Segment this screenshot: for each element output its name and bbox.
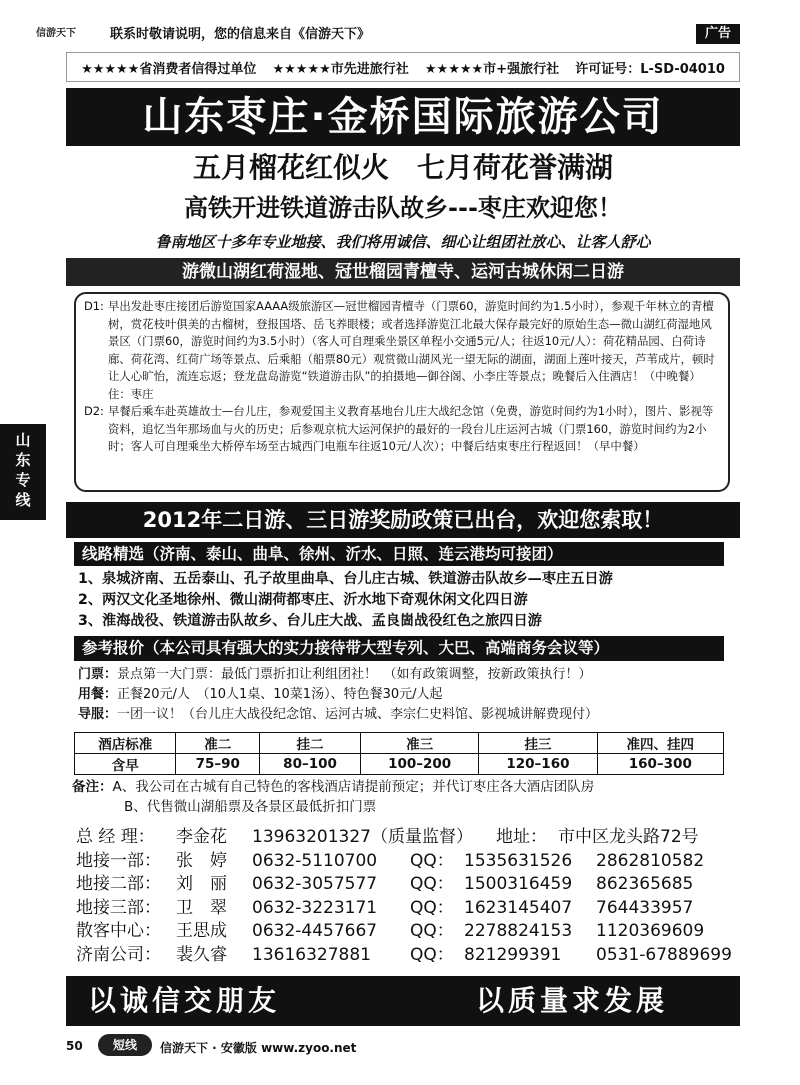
qq-number: 0531-67889699 xyxy=(596,944,732,965)
price-notes xyxy=(78,665,738,725)
remark-item xyxy=(72,797,732,817)
price-note xyxy=(78,685,738,705)
contact-name: 王思成 xyxy=(176,921,227,941)
remark-text: B、代售微山湖船票及各景区最低折扣门票 xyxy=(124,799,377,815)
table-cell: 含早 xyxy=(75,754,176,775)
day-label: D1: xyxy=(84,299,104,313)
qq-number: 862365685 xyxy=(596,874,694,894)
route-title: 游微山湖红荷湿地、冠世榴园青檀寺、运河古城休闲二日游 xyxy=(66,258,740,286)
lines-title: 线路精选（济南、泰山、曲阜、徐州、沂水、日照、连云港均可接团） xyxy=(74,542,724,566)
qq-number: 2862810582 xyxy=(596,850,705,871)
top-header xyxy=(0,0,800,44)
publication-logo: 信游天下 xyxy=(36,28,76,39)
side-tab-char: 专 xyxy=(15,471,31,489)
credential-item: ★★★★★市+强旅行社 xyxy=(424,61,560,77)
price-title: 参考报价（本公司具有强大的实力接待带大型专列、大巴、高端商务会议等） xyxy=(74,636,724,661)
contacts-block xyxy=(72,826,742,967)
remarks-label: 备注： xyxy=(72,779,113,795)
day-text: 早出发赴枣庄接团后游览国家AAAA级旅游区—冠世榴园青檀寺（门票60，游览时间约为1.5小时），参观千年林立的青檀树，赏花枝叶俱美的古榴树，登报国塔、岳飞养眼楼；或者选择游览江北最大保存最完好的原始生态—微山湖红荷湿地风景区（门票60，游览时间约为3.5小时）（客人可自理乘坐景区单程小交通5元/人；往返10元/人）：荷花精品园、白荷诗廊、荷花湾、红荷广场等景点、后乘船（船票80元）观赏微山湖风光一望无际的湖面，湖面上莲叶接天，芦苇成片，顿时让人心旷怡，流连忘返；登龙盘岛游览“铁道游击队”的拍摄地—御谷阁、小李庄等景点；晚餐后入住酒店！（中晚餐）住：枣庄 xyxy=(108,299,715,401)
price-note-text: 景点第一大门票：最低门票折扣让利组团社！ （如有政策调整，按新政策执行！） xyxy=(117,667,592,682)
table-cell: 120–160 xyxy=(479,754,597,775)
day-label: D2: xyxy=(84,404,104,418)
table-cell: 100–200 xyxy=(361,754,479,775)
contact-role: 地接一部： xyxy=(76,850,161,871)
contact-name: 张 婷 xyxy=(176,850,227,871)
table-row xyxy=(75,754,724,775)
contact-note: 联系时敬请说明，您的信息来自《信游天下》 xyxy=(110,27,371,42)
qq-number: 1623145407 xyxy=(464,897,573,918)
table-cell: 160–300 xyxy=(597,754,723,775)
qq-number: 1500316459 xyxy=(464,874,573,894)
slogan-welcome: 高铁开进铁道游击队故乡---枣庄欢迎您！ xyxy=(184,194,622,222)
remarks xyxy=(72,777,732,817)
contact-row xyxy=(72,944,742,968)
table-header-cell: 准三 xyxy=(361,733,479,754)
qq-label: QQ： xyxy=(410,897,454,918)
section-badge: 短线 xyxy=(98,1034,152,1056)
contact-name: 卫 翠 xyxy=(176,897,227,918)
table-header-cell: 准二 xyxy=(176,733,260,754)
contact-role: 散客中心： xyxy=(76,921,161,941)
contact-phone: 13963201327（质量监督） xyxy=(252,827,473,847)
price-note-text: 一团一议！（台儿庄大战役纪念馆、运河古城、李宗仁史料馆、影视城讲解费现付） xyxy=(117,707,599,722)
qq-label: QQ： xyxy=(410,874,454,894)
footer-banner xyxy=(66,976,740,1026)
side-tab-char: 山 xyxy=(15,431,31,449)
qq-number: 1535631526 xyxy=(464,850,573,871)
credentials-row xyxy=(66,52,740,82)
table-header-row xyxy=(75,733,724,754)
slogan-service: 鲁南地区十多年专业地接、我们将用诚信、细心让组团社放心、让客人舒心 xyxy=(155,233,651,251)
slogan-flowers: 五月榴花红似火 七月荷花誉满湖 xyxy=(192,151,613,184)
contact-row xyxy=(72,850,742,874)
contact-phone: 0632-3223171 xyxy=(252,897,378,918)
contact-role: 地接三部： xyxy=(76,897,161,918)
publication-info: 信游天下 · 安徽版 www.zyoo.net xyxy=(160,1041,357,1055)
line-item: 1、泉城济南、五岳泰山、孔子故里曲阜、台儿庄古城、铁道游击队故乡—枣庄五日游 xyxy=(78,571,613,587)
page-number: 50 xyxy=(66,1039,83,1053)
itinerary-day xyxy=(84,298,720,403)
footer-slogan-right: 以质量求发展 xyxy=(476,984,669,1017)
credential-item: ★★★★★省消费者信得过单位 xyxy=(81,61,257,77)
price-note-label: 用餐： xyxy=(78,687,118,702)
contact-name: 刘 丽 xyxy=(176,874,227,894)
credential-item: ★★★★★市先进旅行社 xyxy=(272,61,409,77)
hotel-price-table xyxy=(74,732,724,775)
contact-name: 裴久睿 xyxy=(176,944,227,965)
contact-phone: 0632-5110700 xyxy=(252,850,378,871)
remark-text: A、我公司在古城有自己特色的客栈酒店请提前预定；并代订枣庄各大酒店团队房 xyxy=(112,779,595,795)
itinerary-day xyxy=(84,403,720,456)
qq-label: QQ： xyxy=(410,944,454,965)
side-section-tab xyxy=(0,424,46,520)
price-note xyxy=(78,665,738,685)
contact-name: 李金花 xyxy=(176,827,227,847)
contact-role: 地接二部： xyxy=(76,874,161,894)
day-text: 早餐后乘车赴英雄故士—台儿庄，参观爱国主义教育基地台儿庄大战纪念馆（免费，游览时间约为1小时），图片、影视等资料，追忆当年那场血与火的历史；后参观京杭大运河保护的最好的一段台儿庄运河古城（门票160，游览时间约为2小时；客人可自理乘坐大桥停车场至古城西门电瓶车往返10元/人次）；中餐后结束枣庄行程返回！（早中餐） xyxy=(108,404,714,453)
contact-row xyxy=(72,873,742,897)
contact-role: 济南公司： xyxy=(76,944,161,965)
qq-label: QQ： xyxy=(410,850,454,871)
price-note-label: 门票： xyxy=(78,667,118,682)
side-tab-char: 线 xyxy=(15,491,31,509)
policy-banner: 2012年二日游、三日游奖励政策已出台，欢迎您索取！ xyxy=(66,502,740,538)
table-cell: 75–90 xyxy=(176,754,260,775)
remark-item xyxy=(72,777,732,797)
price-note-text: 正餐20元/人 （10人1桌、10菜1汤）、特色餐30元/人起 xyxy=(117,687,443,702)
contact-phone: 0632-3057577 xyxy=(252,874,378,894)
table-header-cell: 挂二 xyxy=(260,733,361,754)
qq-number: 821299391 xyxy=(464,944,562,965)
itinerary-box xyxy=(74,292,730,492)
qq-number: 2278824153 xyxy=(464,921,573,941)
qq-number: 1120369609 xyxy=(596,921,705,941)
lines-list xyxy=(78,569,738,632)
contact-role: 总 经 理： xyxy=(76,827,155,847)
price-note xyxy=(78,705,738,725)
company-name: 山东枣庄·金桥国际旅游公司 xyxy=(66,88,740,146)
ad-tag: 广告 xyxy=(696,24,740,44)
table-header-cell: 酒店标准 xyxy=(75,733,176,754)
qq-number: 764433957 xyxy=(596,897,694,918)
side-tab-char: 东 xyxy=(15,451,31,469)
contact-phone: 0632-4457667 xyxy=(252,921,378,941)
table-header-cell: 挂三 xyxy=(479,733,597,754)
qq-label: QQ： xyxy=(410,921,454,941)
line-item: 2、两汉文化圣地徐州、微山湖荷都枣庄、沂水地下奇观休闲文化四日游 xyxy=(78,592,528,608)
line-item: 3、淮海战役、铁道游击队故乡、台儿庄大战、孟良崮战役红色之旅四日游 xyxy=(78,613,542,629)
license-number: 许可证号：L-SD-04010 xyxy=(575,61,725,77)
address-label: 地址： xyxy=(496,827,547,847)
contact-row xyxy=(72,897,742,921)
footer-slogan-left: 以诚信交朋友 xyxy=(88,984,281,1017)
table-header-cell: 准四、挂四 xyxy=(597,733,723,754)
table-cell: 80–100 xyxy=(260,754,361,775)
price-note-label: 导服： xyxy=(78,707,118,722)
contact-row xyxy=(72,920,742,944)
contact-row-manager xyxy=(72,826,742,850)
contact-phone: 13616327881 xyxy=(252,944,371,965)
address-text: 市中区龙头路72号 xyxy=(558,827,699,847)
